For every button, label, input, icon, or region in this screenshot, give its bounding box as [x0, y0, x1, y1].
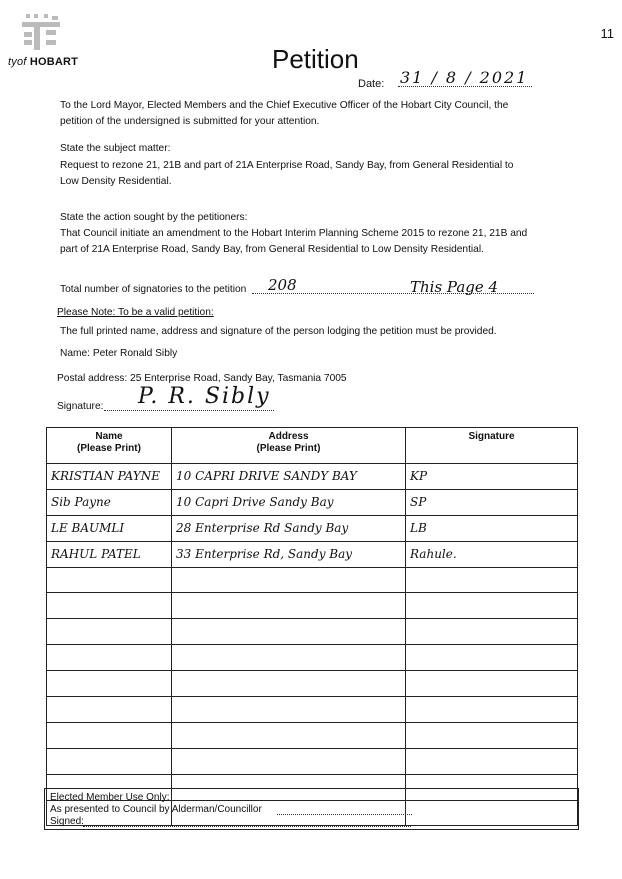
table-row	[47, 541, 578, 567]
cell-signature: LB	[406, 515, 578, 541]
table-row	[47, 748, 578, 774]
cell-signature: Rahule.	[406, 541, 578, 567]
councillor-line	[277, 814, 412, 815]
city-of-hobart-logo-icon	[22, 12, 62, 52]
page-title: Petition	[272, 44, 359, 74]
cell-name	[47, 593, 172, 619]
cell-address	[172, 671, 406, 697]
cell-name: KRISTIAN PAYNE	[47, 464, 172, 490]
column-header-name: Name (Please Print)	[47, 428, 172, 464]
action-text: That Council initiate an amendment to the Hobart Interim Planning Scheme 2015 to rezone 21, 21B and part of 21A Enterprise Road, Sandy Bay, from General Residential to Low Density Residential.	[60, 228, 528, 255]
cell-name	[47, 697, 172, 723]
cell-name	[47, 671, 172, 697]
column-header-address: Address (Please Print)	[172, 428, 406, 464]
column-header-signature: Signature	[406, 428, 578, 464]
date-value: 31 / 8 / 2021	[400, 68, 529, 87]
cell-signature	[406, 748, 578, 774]
logo-text: tyof HOBART	[8, 56, 79, 68]
table-row	[47, 671, 578, 697]
cell-signature: KP	[406, 464, 578, 490]
table-row	[47, 489, 578, 515]
lodger-name: Name: Peter Ronald Sibly	[60, 348, 178, 359]
cell-signature	[406, 697, 578, 723]
total-signatories-label: Total number of signatories to the petition	[60, 284, 247, 295]
cell-name	[47, 619, 172, 645]
note-text: The full printed name, address and signature of the person lodging the petition must be provided.	[60, 326, 497, 337]
action-label: State the action sought by the petitioners:	[60, 212, 248, 223]
signed-line	[83, 826, 411, 827]
signature-line	[104, 410, 274, 411]
cell-address	[172, 697, 406, 723]
cell-address: 10 CAPRI DRIVE SANDY BAY	[172, 464, 406, 490]
cell-signature	[406, 593, 578, 619]
cell-name: Sib Payne	[47, 489, 172, 515]
table-row	[47, 697, 578, 723]
cell-address	[172, 593, 406, 619]
cell-address: 28 Enterprise Rd Sandy Bay	[172, 515, 406, 541]
cell-name	[47, 567, 172, 593]
cell-signature	[406, 645, 578, 671]
table-row	[47, 593, 578, 619]
table-row	[47, 619, 578, 645]
table-row	[47, 567, 578, 593]
cell-signature	[406, 619, 578, 645]
cell-name: LE BAUMLI	[47, 515, 172, 541]
this-page-count: This Page 4	[410, 278, 499, 296]
lodger-signature: P. R. Sibly	[138, 384, 271, 409]
cell-address: 33 Enterprise Rd, Sandy Bay	[172, 541, 406, 567]
table-row	[47, 464, 578, 490]
elected-member-box	[44, 788, 579, 830]
page-number: 11	[600, 26, 614, 41]
cell-address	[172, 619, 406, 645]
table-row	[47, 645, 578, 671]
cell-signature	[406, 567, 578, 593]
lodger-postal-address: Postal address: 25 Enterprise Road, Sandy Bay, Tasmania 7005	[57, 373, 347, 384]
cell-name: RAHUL PATEL	[47, 541, 172, 567]
cell-address	[172, 722, 406, 748]
presented-by: As presented to Council by Alderman/Councillor	[50, 804, 262, 815]
subject-text: Request to rezone 21, 21B and part of 21A Enterprise Road, Sandy Bay, from General Residential to Low Density Residential.	[60, 160, 514, 187]
cell-address	[172, 645, 406, 671]
signed-label: Signed:	[50, 816, 84, 827]
address-to: To the Lord Mayor, Elected Members and the Chief Executive Officer of the Hobart City Council, the petition of the undersigned is submitted for your attention.	[60, 100, 509, 127]
cell-signature: SP	[406, 489, 578, 515]
cell-address: 10 Capri Drive Sandy Bay	[172, 489, 406, 515]
subject-label: State the subject matter:	[60, 143, 171, 154]
date-label: Date:	[358, 78, 385, 90]
note-label: Please Note: To be a valid petition:	[57, 307, 214, 318]
cell-name	[47, 722, 172, 748]
table-row	[47, 515, 578, 541]
table-row	[47, 722, 578, 748]
signatories-table	[46, 427, 578, 826]
table-header-row	[47, 428, 578, 464]
cell-name	[47, 748, 172, 774]
elected-use-only: Elected Member Use Only:	[50, 792, 170, 803]
cell-signature	[406, 722, 578, 748]
cell-address	[172, 567, 406, 593]
cell-address	[172, 748, 406, 774]
signature-label: Signature:	[57, 401, 104, 412]
cell-signature	[406, 671, 578, 697]
cell-name	[47, 645, 172, 671]
total-signatories-value: 208	[268, 276, 297, 294]
